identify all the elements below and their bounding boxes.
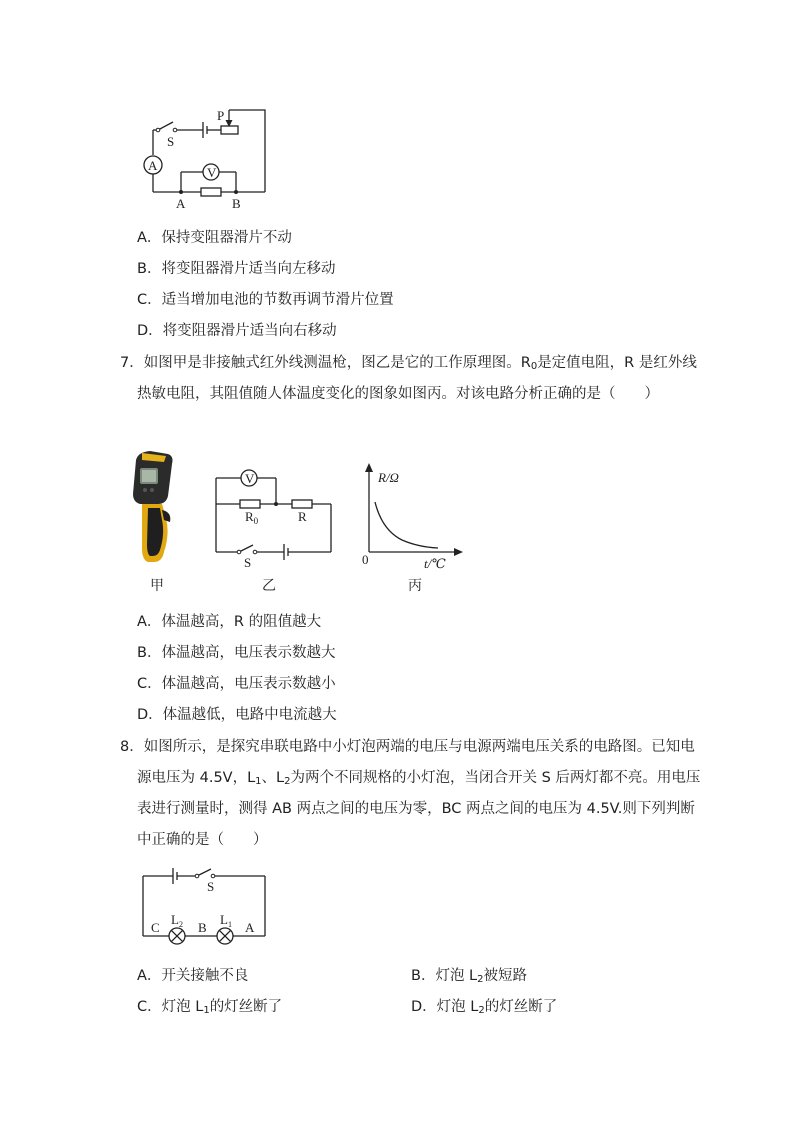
q6-option-a[interactable]: A．保持变阻器滑片不动 — [137, 230, 292, 246]
q8-point-c-label: C — [151, 920, 160, 935]
infrared-thermometer-image — [128, 448, 178, 568]
q6-option-c[interactable]: C．适当增加电池的节数再调节滑片位置 — [137, 292, 394, 308]
caption-jia: 甲 — [150, 578, 164, 594]
q7-switch-label: S — [244, 555, 252, 570]
q7-stem-line-2: 热敏电阻，其阻值随人体温度变化的图象如图丙。对该电路分析正确的是（ ） — [137, 386, 659, 402]
label-a: A — [176, 196, 186, 211]
label-b: B — [232, 196, 241, 211]
q8-stem-line-4: 中正确的是（ ） — [137, 832, 268, 848]
resistance-temperature-graph — [358, 462, 468, 572]
q6-option-b[interactable]: B．将变阻器滑片适当向左移动 — [137, 261, 336, 277]
q8-circuit-diagram — [135, 862, 275, 946]
q8-option-b[interactable]: B．灯泡 $L_2$被短路 — [411, 968, 528, 985]
q8-switch-label: S — [207, 879, 215, 894]
r0-label: $R_0$ — [245, 509, 259, 526]
q8-option-d[interactable]: D．灯泡 $L_2$的灯丝断了 — [411, 999, 558, 1016]
q8-stem-line-1: 8．如图所示，是探究串联电路中小灯泡两端的电压与电源两端电压关系的电路图。已知电 — [120, 739, 695, 755]
caption-bing: 丙 — [408, 578, 422, 594]
q7-circuit-diagram — [210, 462, 340, 570]
label-s: S — [167, 134, 175, 149]
q6-circuit-diagram — [130, 100, 280, 215]
graph-x-axis-label: t/℃ — [424, 556, 446, 571]
q8-option-c[interactable]: C．灯泡 $L_1$的灯丝断了 — [137, 999, 283, 1016]
q6-option-d[interactable]: D．将变阻器滑片适当向右移动 — [137, 323, 337, 339]
q7-figure-captions — [140, 574, 440, 596]
lamp-l1-label: $L_1$ — [220, 912, 232, 929]
q8-point-a-label: A — [245, 920, 255, 935]
q8-point-b-label: B — [198, 920, 207, 935]
graph-origin-label: 0 — [362, 552, 369, 567]
q8-stem-line-2: 源电压为 4.5V，$L_1$、$L_2$为两个不同规格的小灯泡，当闭合开关 S 后两灯都不亮。用电压 — [137, 770, 701, 787]
voltmeter-label: V — [207, 165, 217, 180]
q7-option-a[interactable]: A．体温越高，R 的阻值越大 — [137, 614, 322, 630]
caption-yi: 乙 — [262, 578, 276, 594]
lamp-l2-label: $L_2$ — [171, 912, 183, 929]
r-label: R — [298, 509, 307, 524]
q7-option-d[interactable]: D．体温越低，电路中电流越大 — [137, 707, 337, 723]
q7-voltmeter-label: V — [245, 471, 255, 486]
q7-option-c[interactable]: C．体温越高，电压表示数越小 — [137, 676, 336, 692]
graph-y-axis-label: R/Ω — [378, 470, 399, 485]
label-p: P — [217, 108, 225, 123]
q8-stem-line-3: 表进行测量时，测得 AB 两点之间的电压为零，BC 两点之间的电压为 4.5V.则下列判断 — [137, 801, 695, 817]
ammeter-label: A — [148, 158, 158, 173]
q7-stem-line-1: 7．如图甲是非接触式红外线测温枪，图乙是它的工作原理图。$R_0$是定值电阻，R 是红外线 — [120, 355, 697, 372]
q8-option-a[interactable]: A．开关接触不良 — [137, 968, 249, 984]
q7-option-b[interactable]: B．体温越高，电压表示数越大 — [137, 645, 336, 661]
